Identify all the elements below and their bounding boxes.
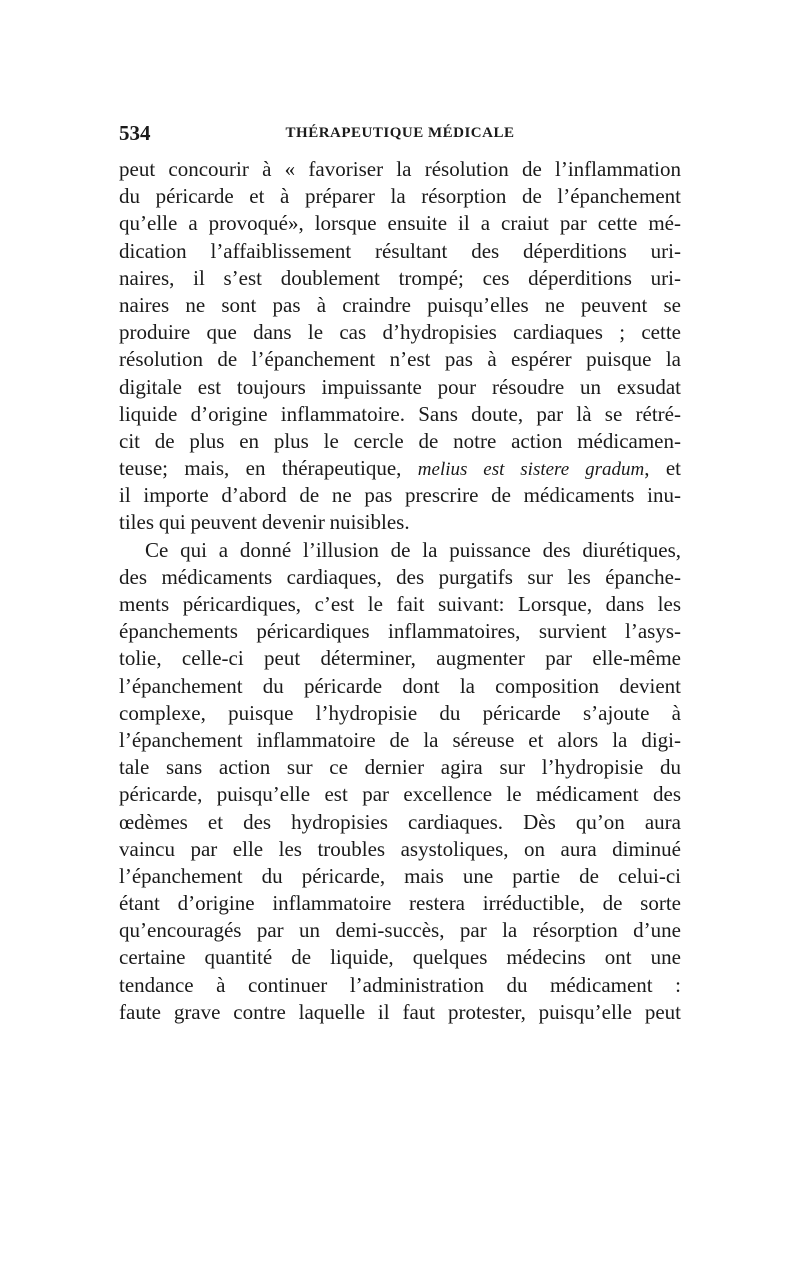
paragraph-last-line: tiles qui peuvent devenir nuisibles. — [119, 510, 410, 535]
text-run: , et — [644, 456, 681, 481]
page-header — [119, 119, 681, 147]
text-line: étant d’origine inflammatoire restera irréductible, de sorte — [119, 891, 681, 916]
text-line: tendance à continuer l’administration du médicament : — [119, 972, 681, 997]
text-line — [119, 455, 681, 482]
text-line: tale sans action sur ce dernier agira sur l’hydropisie du — [119, 755, 681, 780]
text-line: ments péricardiques, c’est le fait suivant: Lorsque, dans les — [119, 592, 681, 616]
text-line: qu’encouragés par un demi-succès, par la résorption d’une — [119, 918, 681, 943]
text-line: faute grave contre laquelle il faut protester, puisqu’elle peut — [119, 999, 681, 1024]
text-line: cit de plus en plus le cercle de notre action médicamen- — [119, 428, 681, 453]
text-line: il importe d’abord de ne pas prescrire de médicaments inu- — [119, 483, 681, 508]
text-line: du péricarde et à préparer la résorption de l’épanchement — [119, 184, 681, 209]
text-line: produire que dans le cas d’hydropisies cardiaques ; cette — [119, 320, 681, 345]
text-line: naires, il s’est doublement trompé; ces déperditions uri- — [119, 265, 681, 290]
text-line: peut concourir à « favoriser la résolution de l’inflammation — [119, 157, 681, 181]
text-line: liquide d’origine inflammatoire. Sans doute, par là se rétré- — [119, 401, 681, 426]
text-line: l’épanchement du péricarde, mais une partie de celui-ci — [119, 863, 681, 888]
text-line: vaincu par elle les troubles asystoliques, on aura diminué — [119, 836, 681, 861]
text-line: certaine quantité de liquide, quelques médecins ont une — [119, 945, 681, 970]
page-number: 534 — [119, 121, 151, 145]
text-line: l’épanchement inflammatoire de la séreuse et alors la digi- — [119, 727, 681, 752]
text-line: complexe, puisque l’hydropisie du péricarde s’ajoute à — [119, 700, 681, 725]
latin-phrase: melius est sistere gradum — [417, 459, 645, 481]
paragraph-first-line: Ce qui a donné l’illusion de la puissance des diurétiques, — [145, 537, 681, 562]
text-line: des médicaments cardiaques, des purgatifs sur les épanche- — [119, 564, 681, 589]
text-run: teuse; mais, en thérapeutique, — [119, 456, 418, 481]
text-line: épanchements péricardiques inflammatoires, survient l’asys- — [119, 619, 681, 644]
text-line: œdèmes et des hydropisies cardiaques. Dès qu’on aura — [119, 809, 681, 834]
text-line: dication l’affaiblissement résultant des déperditions uri- — [119, 238, 681, 263]
text-line: tolie, celle-ci peut déterminer, augmenter par elle-même — [119, 646, 681, 671]
text-line: résolution de l’épanchement n’est pas à espérer puisque la — [119, 347, 681, 372]
text-line: qu’elle a provoqué», lorsque ensuite il a craiut par cette mé- — [119, 211, 681, 236]
running-title: THÉRAPEUTIQUE MÉDICALE — [285, 125, 515, 141]
text-line: péricarde, puisqu’elle est par excellence le médicament des — [119, 782, 681, 807]
text-line: digitale est toujours impuissante pour résoudre un exsudat — [119, 374, 681, 399]
body-text — [119, 156, 681, 1026]
text-line: naires ne sont pas à craindre puisqu’elles ne peuvent se — [119, 292, 681, 317]
text-line: l’épanchement du péricarde dont la composition devient — [119, 673, 681, 698]
